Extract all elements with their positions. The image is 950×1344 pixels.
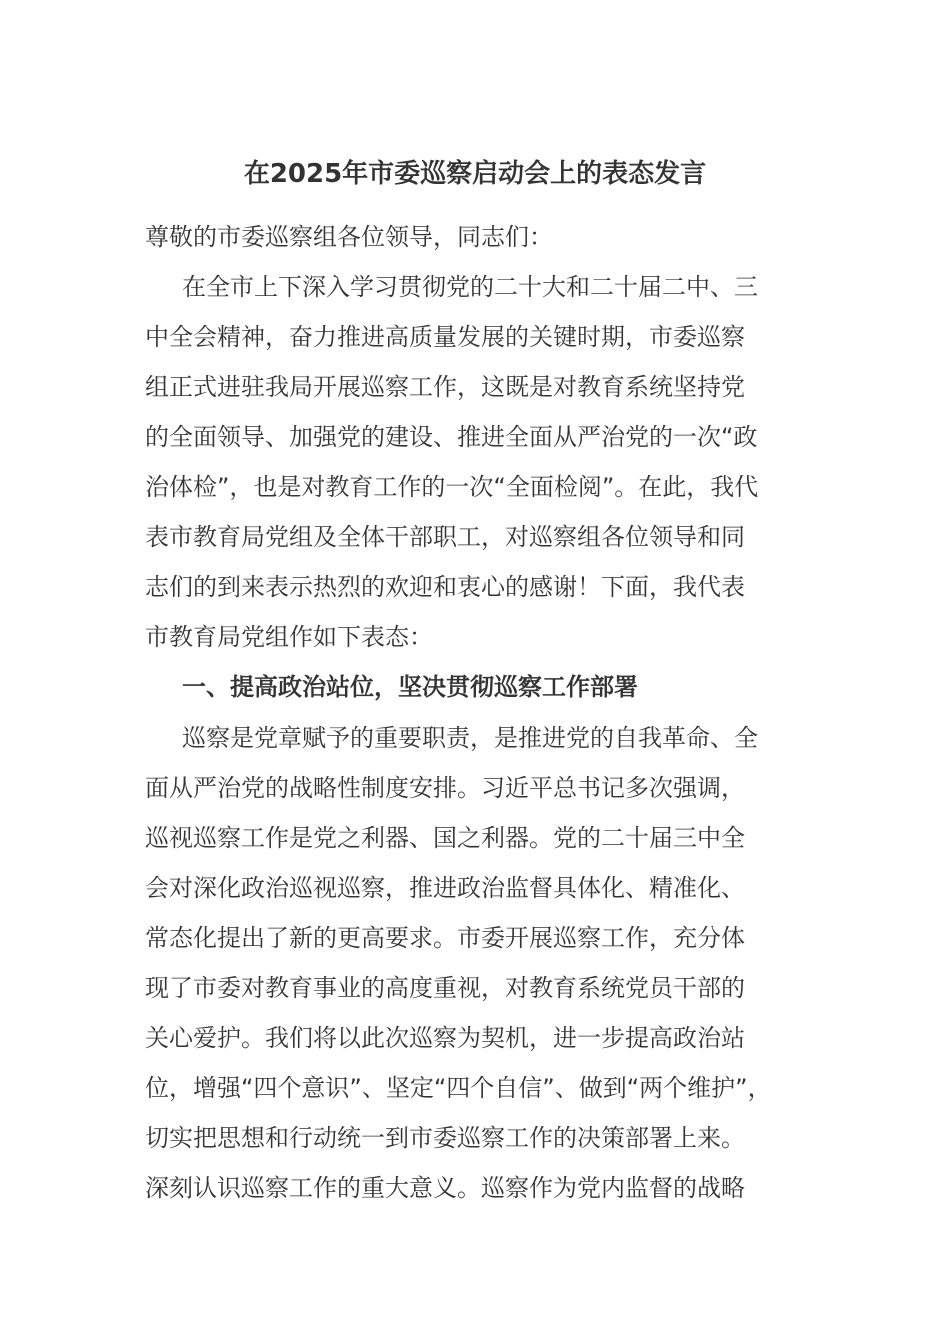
paragraph-line: 志们的到来表示热烈的欢迎和衷心的感谢！下面，我代表 [145, 573, 745, 601]
section-heading: 一、提高政治站位，坚决贯彻巡察工作部署 [182, 673, 638, 701]
paragraph-line: 关心爱护。我们将以此次巡察为契机，进一步提高政治站 [145, 1024, 745, 1052]
paragraph-line: 表市教育局党组及全体干部职工，对巡察组各位领导和同 [145, 523, 745, 551]
paragraph-line: 常态化提出了新的更高要求。市委开展巡察工作，充分体 [145, 924, 745, 952]
paragraph-line: 的全面领导、加强党的建设、推进全面从严治党的一次“政 [145, 423, 758, 451]
paragraph-line: 巡察是党章赋予的重要职责，是推进党的自我革命、全 [182, 724, 758, 752]
paragraph-line: 切实把思想和行动统一到市委巡察工作的决策部署上来。 [145, 1124, 745, 1152]
salutation: 尊敬的市委巡察组各位领导，同志们： [145, 223, 553, 251]
document-title: 在2025年市委巡察启动会上的表态发言 [243, 159, 707, 189]
paragraph-line: 中全会精神，奋力推进高质量发展的关键时期，市委巡察 [145, 323, 745, 351]
paragraph-line: 面从严治党的战略性制度安排。习近平总书记多次强调， [145, 774, 745, 802]
paragraph-line: 治体检”，也是对教育工作的一次“全面检阅”。在此，我代 [145, 473, 759, 501]
paragraph-line: 市教育局党组作如下表态： [145, 623, 433, 651]
paragraph-line: 现了市委对教育事业的高度重视，对教育系统党员干部的 [145, 974, 745, 1002]
paragraph-line: 位，增强“四个意识”、坚定“四个自信”、做到“两个维护”， [145, 1074, 772, 1102]
paragraph-line: 会对深化政治巡视巡察，推进政治监督具体化、精准化、 [145, 874, 745, 902]
paragraph-line: 组正式进驻我局开展巡察工作，这既是对教育系统坚持党 [145, 373, 745, 401]
paragraph-line: 深刻认识巡察工作的重大意义。巡察作为党内监督的战略 [145, 1174, 745, 1202]
paragraph-line: 巡视巡察工作是党之利器、国之利器。党的二十届三中全 [145, 824, 745, 852]
paragraph-line: 在全市上下深入学习贯彻党的二十大和二十届二中、三 [182, 273, 758, 301]
